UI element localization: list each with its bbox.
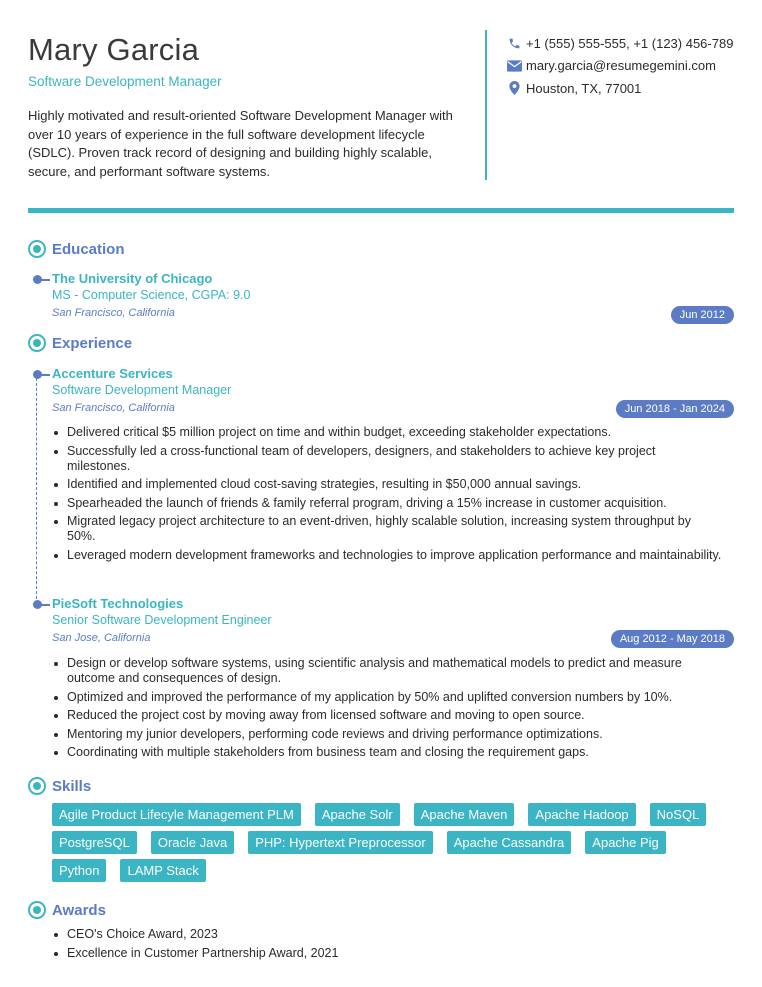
date-badge: Jun 2012 xyxy=(671,306,734,324)
section-awards xyxy=(28,901,106,919)
skill-tag: PHP: Hypertext Preprocessor xyxy=(248,831,433,854)
job-location: San Francisco, California xyxy=(52,402,175,414)
candidate-role: Software Development Manager xyxy=(28,74,222,89)
skill-tag: Python xyxy=(52,859,106,882)
job-bullets xyxy=(52,425,722,567)
job-bullets xyxy=(52,656,722,764)
timeline-connector xyxy=(41,279,50,281)
list-item: Delivered critical $5 million project on time and within budget, exceeding stakeholder expectations. xyxy=(52,425,722,440)
skill-tag: Agile Product Lifecyle Management PLM xyxy=(52,803,301,826)
date-badge: Jun 2018 - Jan 2024 xyxy=(616,400,734,418)
skill-tag: Apache Hadoop xyxy=(528,803,635,826)
contact-phone xyxy=(504,32,744,54)
company-name: Accenture Services xyxy=(52,366,173,381)
skill-tag: Apache Pig xyxy=(585,831,666,854)
list-item: Identified and implemented cloud cost-saving strategies, resulting in $50,000 annual savings. xyxy=(52,477,722,492)
contact-block xyxy=(504,32,744,100)
skill-tag: Apache Cassandra xyxy=(447,831,572,854)
list-item: Leveraged modern development frameworks and technologies to improve application performance and maintainability. xyxy=(52,548,722,563)
envelope-icon xyxy=(504,60,524,72)
degree-text: MS - Computer Science, CGPA: 9.0 xyxy=(52,288,251,302)
section-title: Skills xyxy=(52,777,92,795)
timeline-dashed-line xyxy=(36,378,37,604)
company-name: PieSoft Technologies xyxy=(52,596,184,611)
section-experience xyxy=(28,334,132,352)
experience-entry xyxy=(52,366,734,417)
contact-location xyxy=(504,77,744,99)
job-location: San Jose, California xyxy=(52,632,151,644)
list-item: Reduced the project cost by moving away from licensed software and moving to open source. xyxy=(52,708,722,723)
skill-tag: LAMP Stack xyxy=(120,859,205,882)
skill-tag: Apache Solr xyxy=(315,803,400,826)
education-location: San Francisco, California xyxy=(52,307,175,319)
section-marker-icon xyxy=(28,240,46,258)
awards-list xyxy=(52,927,722,964)
position-title: Senior Software Development Engineer xyxy=(52,613,272,627)
timeline-connector xyxy=(41,604,50,606)
list-item: Design or develop software systems, using scientific analysis and mathematical models to predict and measure outcome and consequences of design. xyxy=(52,656,722,686)
list-item: Coordinating with multiple stakeholders from business team and closing the requirement gaps. xyxy=(52,745,722,760)
list-item: Spearheaded the launch of friends & family referral program, driving a 15% increase in customer acquisition. xyxy=(52,496,722,511)
phone-icon xyxy=(504,37,524,50)
position-title: Software Development Manager xyxy=(52,383,232,397)
list-item: Optimized and improved the performance of my application by 50% and uplifted conversion numbers by 10%. xyxy=(52,690,722,705)
email-text[interactable]: mary.garcia@resumegemini.com xyxy=(526,58,716,73)
timeline-connector xyxy=(41,374,50,376)
section-title: Experience xyxy=(52,334,133,352)
location-text: Houston, TX, 77001 xyxy=(526,80,642,96)
skill-tag: Apache Maven xyxy=(414,803,515,826)
map-pin-icon xyxy=(504,81,524,95)
summary-text: Highly motivated and result-oriented Software Development Manager with over 10 years of experience in the full software development lifecycle (SDLC). Proven track record of designing and building highly scalable, secure, and performant software systems. xyxy=(28,108,453,179)
skill-tag: Oracle Java xyxy=(151,831,234,854)
contact-email xyxy=(504,55,744,77)
skills-list xyxy=(52,803,734,887)
list-item: Migrated legacy project architecture to an event-driven, highly scalable solution, increasing system throughput by 50%. xyxy=(52,514,722,544)
section-title: Education xyxy=(52,240,125,258)
section-marker-icon xyxy=(28,901,46,919)
section-marker-icon xyxy=(28,777,46,795)
date-badge: Aug 2012 - May 2018 xyxy=(611,630,734,648)
candidate-name: Mary Garcia xyxy=(28,32,200,67)
section-title: Awards xyxy=(52,901,106,919)
school-name: The University of Chicago xyxy=(52,271,213,286)
section-skills xyxy=(28,777,91,795)
resume-header xyxy=(28,30,734,180)
section-education xyxy=(28,240,125,258)
list-item: Mentoring my junior developers, performing code reviews and driving performance optimizations. xyxy=(52,727,722,742)
skill-tag: NoSQL xyxy=(650,803,707,826)
list-item: Successfully led a cross-functional team of developers, designers, and stakeholders to achieve key project milestones. xyxy=(52,444,722,474)
education-entry xyxy=(52,271,734,322)
phone-text: +1 (555) 555-555, +1 (123) 456-789 xyxy=(526,35,734,51)
section-marker-icon xyxy=(28,334,46,352)
experience-entry xyxy=(52,596,734,647)
list-item: Excellence in Customer Partnership Award, 2021 xyxy=(52,946,722,961)
list-item: CEO's Choice Award, 2023 xyxy=(52,927,722,942)
skill-tag: PostgreSQL xyxy=(52,831,137,854)
header-divider xyxy=(485,30,487,180)
header-rule xyxy=(28,208,734,213)
